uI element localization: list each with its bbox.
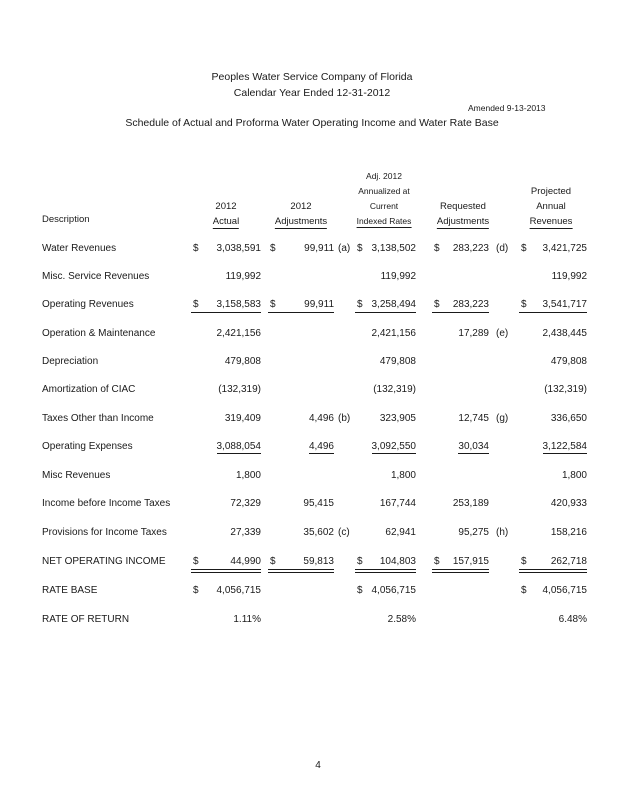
- dollar-sign-adj: $: [270, 299, 276, 310]
- rule-operating-revenues-req: [432, 312, 489, 313]
- cell-req: 17,289: [458, 328, 489, 339]
- dollar-sign-proj: $: [521, 556, 527, 567]
- col-projected-header: [530, 184, 573, 229]
- cell-adj: 35,602: [303, 527, 334, 538]
- col-actual-line1: 2012: [215, 201, 237, 212]
- cell-req: 283,223: [452, 299, 489, 310]
- cell-actual: 4,056,715: [216, 585, 261, 596]
- cell-actual: 3,088,054: [216, 441, 261, 452]
- cell-actual: 3,038,591: [216, 243, 261, 254]
- cell-actual: 27,339: [230, 527, 261, 538]
- col-indexed-header: [357, 169, 412, 229]
- dollar-sign-adj: $: [270, 243, 276, 254]
- col-requested-header: [437, 199, 489, 229]
- dollar-sign-actual: $: [193, 556, 199, 567]
- row-label: Income before Income Taxes: [42, 498, 171, 509]
- dollar-sign-indexed: $: [357, 243, 363, 254]
- cell-req: 95,275: [458, 527, 489, 538]
- dollar-sign-req: $: [434, 243, 440, 254]
- cell-indexed: (132,319): [373, 384, 416, 395]
- rule-net-income-req: [432, 569, 489, 573]
- cell-adj: 59,813: [303, 556, 334, 567]
- dollar-sign-proj: $: [521, 585, 527, 596]
- cell-adj: 99,911: [304, 299, 334, 310]
- page-number: 4: [315, 760, 321, 771]
- cell-adj: 4,496: [308, 441, 334, 452]
- col-projected-line2: Annual: [536, 201, 566, 212]
- cell-actual: 479,808: [224, 356, 261, 367]
- cell-req: 253,189: [452, 498, 489, 509]
- dollar-sign-indexed: $: [357, 585, 363, 596]
- row-label: Operating Expenses: [42, 441, 133, 452]
- dollar-sign-actual: $: [193, 243, 199, 254]
- col-indexed-line2: Annualized at: [358, 186, 410, 196]
- cell-proj: 262,718: [550, 556, 587, 567]
- cell-req: 12,745: [458, 413, 489, 424]
- footnote-ref-req: (e): [496, 328, 509, 339]
- col-requested-line2: Adjustments: [436, 216, 490, 227]
- cell-proj: 158,216: [550, 527, 587, 538]
- dollar-sign-proj: $: [521, 243, 527, 254]
- col-description: Description: [42, 214, 90, 225]
- cell-indexed: 4,056,715: [371, 585, 416, 596]
- cell-proj: 3,541,717: [542, 299, 587, 310]
- col-projected-line3: Revenues: [529, 216, 573, 227]
- row-label: NET OPERATING INCOME: [42, 556, 166, 567]
- cell-indexed: 3,092,550: [371, 441, 416, 452]
- row-label: Amortization of CIAC: [42, 384, 136, 395]
- row-label: Depreciation: [42, 356, 99, 367]
- cell-adj: 95,415: [303, 498, 334, 509]
- col-indexed-line4: Indexed Rates: [356, 216, 412, 226]
- cell-indexed: 62,941: [385, 527, 416, 538]
- cell-proj: 119,992: [551, 271, 587, 282]
- cell-adj: 4,496: [308, 413, 334, 424]
- cell-actual: 119,992: [225, 271, 261, 282]
- cell-adj: 99,911: [304, 243, 334, 254]
- cell-actual: 2,421,156: [216, 328, 261, 339]
- cell-indexed: 2,421,156: [371, 328, 416, 339]
- footnote-ref-adj: (c): [338, 527, 350, 538]
- cell-proj: 420,933: [550, 498, 587, 509]
- cell-actual: 319,409: [224, 413, 261, 424]
- cell-proj: 336,650: [550, 413, 587, 424]
- dollar-sign-proj: $: [521, 299, 527, 310]
- col-actual-line2: Actual: [212, 216, 240, 227]
- dollar-sign-req: $: [434, 556, 440, 567]
- footnote-ref-adj: (a): [338, 243, 351, 254]
- cell-req: 30,034: [458, 441, 489, 452]
- cell-proj: 2,438,445: [542, 328, 587, 339]
- dollar-sign-indexed: $: [357, 299, 363, 310]
- row-label: Operation & Maintenance: [42, 328, 156, 339]
- cell-req: 157,915: [452, 556, 489, 567]
- cell-actual: 3,158,583: [216, 299, 261, 310]
- dollar-sign-indexed: $: [357, 556, 363, 567]
- cell-indexed: 119,992: [380, 271, 416, 282]
- row-label: RATE BASE: [42, 585, 98, 596]
- cell-proj: 1,800: [561, 470, 587, 481]
- row-label: Misc. Service Revenues: [42, 271, 150, 282]
- row-label: Operating Revenues: [42, 299, 134, 310]
- cell-proj: 6.48%: [558, 614, 587, 625]
- col-indexed-line1: Adj. 2012: [366, 171, 402, 181]
- company-name: Peoples Water Service Company of Florida: [211, 71, 413, 83]
- cell-actual: 44,990: [230, 556, 261, 567]
- row-label: Provisions for Income Taxes: [42, 527, 167, 538]
- col-projected-line1: Projected: [530, 186, 572, 197]
- row-label: RATE OF RETURN: [42, 614, 130, 625]
- cell-indexed: 479,808: [379, 356, 416, 367]
- cell-actual: 1.11%: [233, 614, 261, 625]
- cell-req: 283,223: [452, 243, 489, 254]
- cell-actual: 1,800: [235, 470, 261, 481]
- rule-operating-revenues-indexed: [355, 312, 416, 313]
- rule-net-income-actual: [191, 569, 261, 573]
- cell-proj: (132,319): [544, 384, 587, 395]
- footnote-ref-req: (h): [496, 527, 509, 538]
- row-label: Misc Revenues: [42, 470, 111, 481]
- footnote-ref-req: (d): [496, 243, 509, 254]
- cell-indexed: 104,803: [379, 556, 416, 567]
- cell-indexed: 323,905: [379, 413, 416, 424]
- row-label: Taxes Other than Income: [42, 413, 154, 424]
- col-indexed-line3: Current: [369, 201, 399, 211]
- rule-net-income-indexed: [355, 569, 416, 573]
- dollar-sign-actual: $: [193, 299, 199, 310]
- dollar-sign-req: $: [434, 299, 440, 310]
- col-adjustments-line2: Adjustments: [274, 216, 328, 227]
- footnote-ref-req: (g): [496, 413, 509, 424]
- cell-indexed: 1,800: [390, 470, 416, 481]
- cell-proj: 3,122,584: [542, 441, 587, 452]
- rule-net-income-adj: [268, 569, 334, 573]
- cell-indexed: 3,258,494: [371, 299, 416, 310]
- footnote-ref-adj: (b): [338, 413, 351, 424]
- cell-indexed: 167,744: [379, 498, 416, 509]
- dollar-sign-actual: $: [193, 585, 199, 596]
- rule-operating-revenues-actual: [191, 312, 261, 313]
- cell-proj: 4,056,715: [542, 585, 587, 596]
- col-adjustments-line1: 2012: [290, 201, 312, 212]
- rule-net-income-proj: [519, 569, 587, 573]
- rule-operating-revenues-adj: [268, 312, 334, 313]
- col-requested-line1: Requested: [440, 201, 486, 212]
- schedule-title: Schedule of Actual and Proforma Water Operating Income and Water Rate Base: [125, 117, 499, 129]
- cell-proj: 3,421,725: [542, 243, 587, 254]
- col-adjustments-header: [275, 199, 327, 229]
- dollar-sign-adj: $: [270, 556, 276, 567]
- cell-actual: (132,319): [218, 384, 261, 395]
- rule-operating-revenues-proj: [519, 312, 587, 313]
- amended-date: Amended 9-13-2013: [468, 103, 546, 113]
- row-label: Water Revenues: [42, 243, 117, 254]
- period-title: Calendar Year Ended 12-31-2012: [233, 87, 391, 99]
- cell-actual: 72,329: [230, 498, 261, 509]
- col-actual-header: [213, 199, 239, 229]
- cell-indexed: 2.58%: [387, 614, 416, 625]
- cell-indexed: 3,138,502: [371, 243, 416, 254]
- cell-proj: 479,808: [550, 356, 587, 367]
